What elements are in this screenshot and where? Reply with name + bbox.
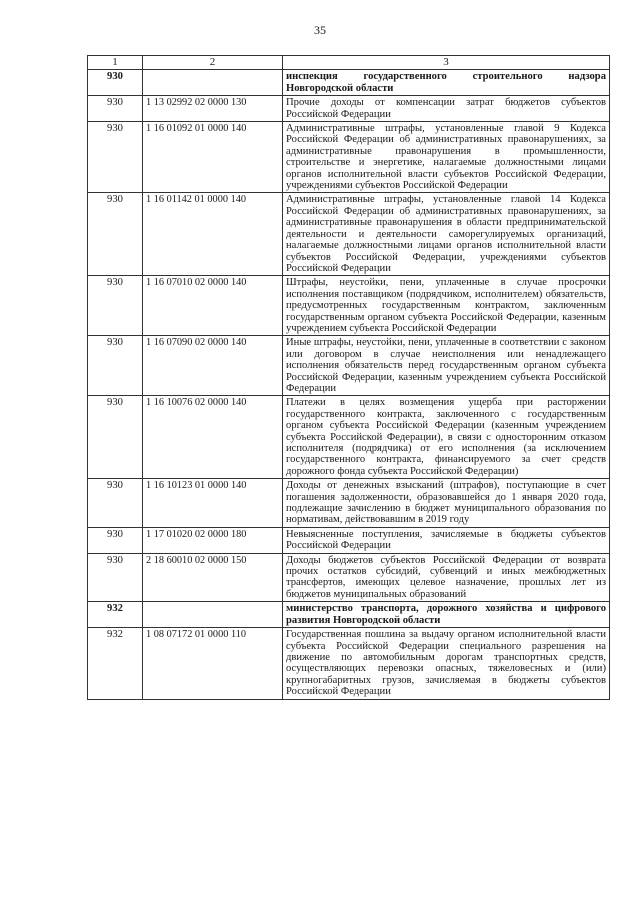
revenue-name-cell: Штрафы, неустойки, пени, уплаченные в случае просрочки исполнения поставщиком (подрядчиком, исполнителем) обязательств, предусмотренных государственным контрактом, заключенным государственным органом субъекта Российской Федерации, казенным учреждением субъекта Российской Федерации — [283, 276, 610, 336]
table-row — [88, 527, 610, 553]
budget-code-cell: 1 08 07172 01 0000 110 — [143, 628, 283, 699]
budget-code-cell — [143, 70, 283, 96]
table-row — [88, 122, 610, 193]
table-row — [88, 276, 610, 336]
table-row — [88, 193, 610, 276]
table-row — [88, 479, 610, 528]
admin-code-cell: 932 — [88, 628, 143, 699]
revenue-name-cell: Прочие доходы от компенсации затрат бюджетов субъектов Российской Федерации — [283, 96, 610, 122]
budget-classification-table — [87, 55, 610, 700]
section-header-row — [88, 70, 610, 96]
admin-code-cell: 932 — [88, 602, 143, 628]
revenue-name-cell: министерство транспорта, дорожного хозяйства и цифрового развития Новгородской области — [283, 602, 610, 628]
budget-code-cell: 1 16 01142 01 0000 140 — [143, 193, 283, 276]
revenue-name-cell: Государственная пошлина за выдачу органом исполнительной власти субъекта Российской Федерации специального разрешения на движение по автомобильным дорогам транспортных средств, осуществляющих перевозки опасных, тяжеловесных и (или) крупногабаритных грузов, зачисляемая в бюджеты субъектов Российской Федерации — [283, 628, 610, 699]
admin-code-cell: 930 — [88, 276, 143, 336]
page-number: 35 — [314, 23, 326, 37]
revenue-name-cell: Платежи в целях возмещения ущерба при расторжении государственного контракта, заключенного с государственным органом субъекта Российской Федерации (казенным учреждением субъекта Российской Федерации), в связи с односторонним отказом исполнителя (подрядчика) от его исполнения (за исключением государственного контракта, финансируемого за счет средств дорожного фонда субъекта Российской Федерации) — [283, 396, 610, 479]
budget-code-cell: 1 16 07090 02 0000 140 — [143, 336, 283, 396]
table-row — [88, 628, 610, 699]
admin-code-cell: 930 — [88, 193, 143, 276]
table-row — [88, 396, 610, 479]
column-header-code: 2 — [143, 56, 283, 70]
budget-code-cell: 1 17 01020 02 0000 180 — [143, 527, 283, 553]
admin-code-cell: 930 — [88, 396, 143, 479]
budget-code-cell: 1 16 01092 01 0000 140 — [143, 122, 283, 193]
admin-code-cell: 930 — [88, 122, 143, 193]
admin-code-cell: 930 — [88, 527, 143, 553]
table-row — [88, 336, 610, 396]
revenue-name-cell: Административные штрафы, установленные главой 9 Кодекса Российской Федерации об административных правонарушениях, за административные правонарушения в промышленности, строительстве и энергетике, налагаемые должностными лицами органов исполнительной власти субъектов Российской Федерации, учреждениями субъектов Российской Федерации — [283, 122, 610, 193]
budget-code-cell — [143, 602, 283, 628]
budget-code-cell: 1 16 10076 02 0000 140 — [143, 396, 283, 479]
table-row — [88, 96, 610, 122]
budget-code-cell: 1 16 10123 01 0000 140 — [143, 479, 283, 528]
table-row — [88, 553, 610, 602]
admin-code-cell: 930 — [88, 553, 143, 602]
budget-code-cell: 1 13 02992 02 0000 130 — [143, 96, 283, 122]
column-header-admin: 1 — [88, 56, 143, 70]
column-header-name: 3 — [283, 56, 610, 70]
revenue-name-cell: Доходы бюджетов субъектов Российской Федерации от возврата прочих остатков субсидий, субвенций и иных межбюджетных трансфертов, имеющих целевое назначение, прошлых лет из бюджетов муниципальных образований — [283, 553, 610, 602]
section-header-row — [88, 602, 610, 628]
revenue-name-cell: Доходы от денежных взысканий (штрафов), поступающие в счет погашения задолженности, образовавшейся до 1 января 2020 года, подлежащие зачислению в бюджет муниципального образования по нормативам, действовавшим в 2019 году — [283, 479, 610, 528]
admin-code-cell: 930 — [88, 336, 143, 396]
revenue-name-cell: Невыясненные поступления, зачисляемые в бюджеты субъектов Российской Федерации — [283, 527, 610, 553]
table-header-row — [88, 56, 610, 70]
revenue-name-cell: Административные штрафы, установленные главой 14 Кодекса Российской Федерации об административных правонарушениях, за административные правонарушения в области предпринимательской деятельности и деятельности саморегулируемых организаций, налагаемые должностными лицами органов исполнительной власти субъектов Российской Федерации, учреждениями субъектов Российской Федерации — [283, 193, 610, 276]
budget-code-cell: 1 16 07010 02 0000 140 — [143, 276, 283, 336]
revenue-name-cell: Иные штрафы, неустойки, пени, уплаченные в соответствии с законом или договором в случае неисполнения или ненадлежащего исполнения обязательств перед государственным органом субъекта Российской Федерации, казенным учреждением субъекта Российской Федерации — [283, 336, 610, 396]
admin-code-cell: 930 — [88, 96, 143, 122]
budget-code-cell: 2 18 60010 02 0000 150 — [143, 553, 283, 602]
revenue-name-cell: инспекция государственного строительного надзора Новгородской области — [283, 70, 610, 96]
admin-code-cell: 930 — [88, 70, 143, 96]
admin-code-cell: 930 — [88, 479, 143, 528]
table-body — [88, 70, 610, 699]
